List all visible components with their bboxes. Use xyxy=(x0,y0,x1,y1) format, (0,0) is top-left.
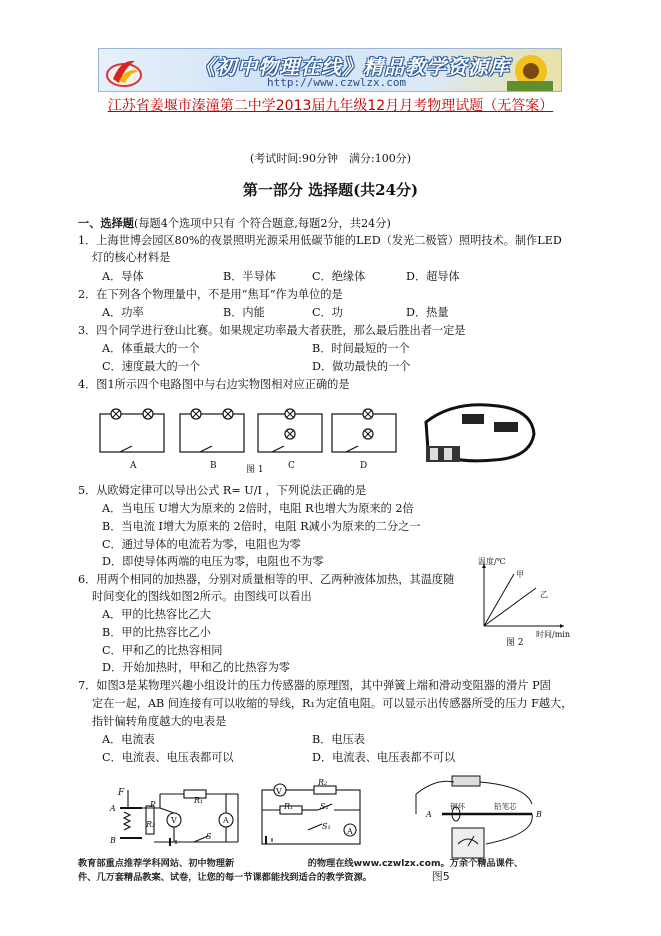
fig4-label-s1: S₁ xyxy=(322,822,331,831)
fig3-label-b: B xyxy=(110,836,116,845)
q6-stem-line1: 6．用两个相同的加热器，分别对质量相等的甲、乙两种液体加热，其温度随 xyxy=(78,573,455,586)
q5-option-b: B．当电流 I增大为原来的 2倍时，电阻 R减小为原来的二分之一 xyxy=(102,520,421,533)
figure-1-physical-circuit xyxy=(414,398,544,470)
q2-option-d: D．热量 xyxy=(406,306,449,319)
q5-option-c: C．通过导体的电流若为零，电阻也为零 xyxy=(102,538,301,551)
q2-option-b: B．内能 xyxy=(223,306,265,319)
header-banner xyxy=(98,48,562,92)
fig5-label-a: A xyxy=(426,810,432,819)
fig4-ammeter: A xyxy=(347,827,353,836)
q1-option-d: D．超导体 xyxy=(406,270,460,283)
fig1-label-b: B xyxy=(210,461,217,471)
footer-promo xyxy=(78,857,598,884)
banner-title: 《初中物理在线》精品教学资源库 xyxy=(195,55,510,79)
q3-option-b: B．时间最短的一个 xyxy=(312,342,410,355)
q1-option-b: B．半导体 xyxy=(223,270,276,283)
fig2-series-yi: 乙 xyxy=(540,590,548,599)
fig3-label-r1: R₁ xyxy=(194,796,204,805)
fig3-voltmeter: V xyxy=(171,816,177,825)
fig2-caption: 图 2 xyxy=(506,638,524,648)
q2-option-a: A．功率 xyxy=(102,306,144,319)
section-heading: 一、选择题(每题4个选项中只有 个符合题意,每题2分，共24分) xyxy=(78,216,391,230)
q6-option-c: C．甲和乙的比热容相同 xyxy=(102,644,223,657)
site-logo-icon xyxy=(105,53,143,89)
fig2-series-jia: 甲 xyxy=(516,570,524,579)
q1-stem-line1: 1．上海世博会园区80%的夜景照明光源采用低碳节能的LED（发光二极管）照明技术。制作LED xyxy=(78,234,562,247)
q1-stem-line2: 灯的核心材料是 xyxy=(92,251,171,264)
fig5-label-copper-ring: 铜环 xyxy=(450,802,465,811)
fig4-label-s2: S₂ xyxy=(320,802,329,811)
part-title: 第一部分 选择题(共24分) xyxy=(242,181,419,199)
q5-option-d: D．即使导体两端的电压为零，电阻也不为零 xyxy=(102,555,324,568)
banner-url[interactable]: http://www.czwlzx.com xyxy=(267,76,407,89)
q5-stem: 5．从欧姆定律可以导出公式 R= U/I ，下列说法正确的是 xyxy=(78,484,367,497)
q7-option-d: D．电流表、电压表都不可以 xyxy=(312,751,456,764)
fig4-voltmeter: V xyxy=(276,787,282,796)
q6-stem-line2: 时间变化的图线如图2所示。由图线可以看出 xyxy=(92,590,312,603)
fig3-switch: S xyxy=(206,832,212,841)
q6-option-b: B．甲的比热容比乙小 xyxy=(102,626,211,639)
q3-option-c: C．速度最大的一个 xyxy=(102,360,201,373)
fig5-label-pencil-lead: 铅笔芯 xyxy=(494,802,517,811)
q7-option-b: B．电压表 xyxy=(312,733,365,746)
q3-stem: 3．四个同学进行登山比赛。如果规定功率最大者获胜，那么最后胜出者一定是 xyxy=(78,324,466,337)
fig1-label-c: C xyxy=(288,461,295,471)
fig1-label-d: D xyxy=(360,461,368,471)
q7-option-a: A．电流表 xyxy=(102,733,155,746)
figure-5-pencil-lead-circuit xyxy=(396,774,546,864)
figure-4-circuit xyxy=(256,780,366,850)
q6-option-d: D．开始加热时，甲和乙的比热容为零 xyxy=(102,661,290,674)
fig3-label-a: A xyxy=(110,804,116,813)
q7-stem-line3: 指针偏转角度越大的电表是 xyxy=(92,715,227,728)
document-title: 江苏省姜堰市溱潼第二中学2013届九年级12月月考物理试题（无答案） xyxy=(107,98,554,114)
fig2-xlabel: 时间/min xyxy=(536,630,570,639)
q1-option-c: C．绝缘体 xyxy=(312,270,366,283)
fig4-label-r2: R₂ xyxy=(318,778,328,787)
fig3-label-f: F xyxy=(118,788,125,798)
fig3-ammeter: A xyxy=(223,816,229,825)
exam-info: (考试时间:90分钟 满分:100分) xyxy=(250,152,411,165)
q4-stem: 4．图1所示四个电路图中与右边实物图相对应正确的是 xyxy=(78,378,350,391)
q7-stem-line1: 7．如图3是某物理兴趣小组设计的压力传感器的原理图，其中弹簧上端和滑动变阻器的滑片 P固 xyxy=(78,679,551,692)
q7-option-c: C．电流表、电压表都可以 xyxy=(102,751,234,764)
fig1-caption: 图 1 xyxy=(246,465,264,475)
fig2-ylabel: 温度/℃ xyxy=(478,557,506,566)
q6-option-a: A．甲的比热容比乙大 xyxy=(102,608,211,621)
sunflower-icon xyxy=(507,51,553,91)
q1-option-a: A．导体 xyxy=(102,270,144,283)
footer-line2: 件、几万套精品教案、试卷，让您的每一节课都能找到适合的教学资源。 图5 xyxy=(78,870,450,883)
q5-option-a: A．当电压 U增大为原来的 2倍时，电阻 R也增大为原来的 2倍 xyxy=(102,502,414,515)
q3-option-a: A．体重最大的一个 xyxy=(102,342,200,355)
q2-stem: 2．在下列各个物理量中，不是用“焦耳”作为单位的是 xyxy=(78,288,343,301)
q2-option-c: C．功 xyxy=(312,306,343,319)
fig5-label-b: B xyxy=(536,810,542,819)
fig3-label-p: P xyxy=(150,800,156,809)
fig4-label-r1: R₁ xyxy=(284,802,294,811)
q3-option-d: D．做功最快的一个 xyxy=(312,360,411,373)
fig3-label-r2: R₂ xyxy=(146,820,156,829)
fig1-label-a: A xyxy=(130,461,137,471)
footer-line1: 教育部重点推荐学科网站、初中物理新 的物理在线www.czwlzx.com。万余个精品课件、 xyxy=(78,858,524,869)
q7-stem-line2: 定在一起，AB 间连接有可以收缩的导线，R₁为定值电阻。可以显示出传感器所受的压力 F越大， xyxy=(92,697,573,710)
